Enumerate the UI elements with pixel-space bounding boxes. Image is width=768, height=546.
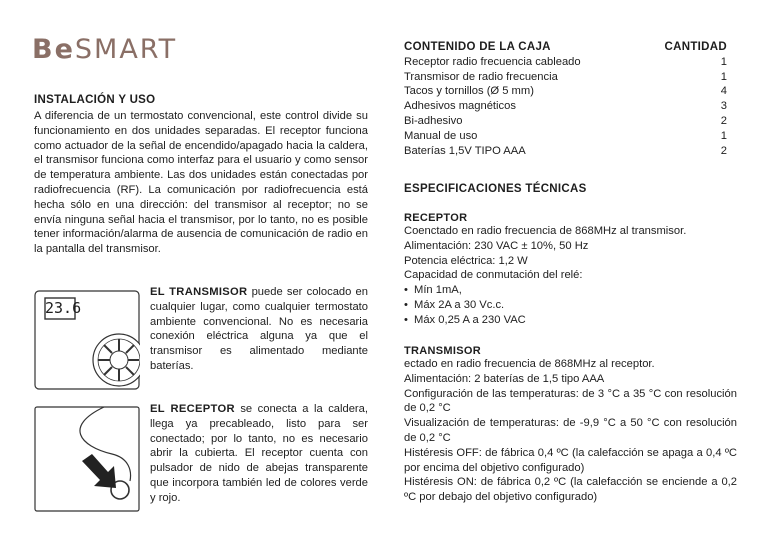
receptor-line: Alimentación: 230 VAC ± 10%, 50 Hz bbox=[404, 239, 589, 252]
relay-capacity-item: • Máx 0,25 A a 230 VAC bbox=[404, 313, 727, 328]
device-display-value: 23.6 bbox=[45, 299, 82, 317]
box-item-name: Baterías 1,5V TIPO AAA bbox=[404, 144, 526, 157]
box-item-name: Transmisor de radio frecuencia bbox=[404, 70, 558, 83]
box-item-qty: 1 bbox=[720, 129, 727, 142]
box-item-name: Tacos y tornillos (Ø 5 mm) bbox=[404, 85, 534, 98]
box-item-qty: 3 bbox=[720, 100, 727, 113]
box-item-qty: 4 bbox=[720, 85, 727, 98]
box-item-name: Manual de uso bbox=[404, 129, 478, 142]
receptor-title: RECEPTOR bbox=[404, 212, 468, 224]
transmitter-paragraph bbox=[150, 285, 368, 374]
box-item bbox=[404, 55, 727, 70]
transmisor-line: Histéresis OFF: de fábrica 0,4 ºC (la calefacción se apaga a 0,4 ºC por encima del objetivo configurado) bbox=[404, 446, 737, 474]
relay-capacity-item: • Máx 2A a 30 Vc.c. bbox=[404, 298, 727, 313]
transmisor-line: Histéresis ON: de fábrica 0,2 ºC (la calefacción se enciende a 0,2 ºC por debajo del objetivo configurado) bbox=[404, 476, 737, 504]
quantity-title: CANTIDAD bbox=[664, 41, 727, 53]
logo-part-smart: SMART bbox=[74, 34, 178, 65]
box-header bbox=[404, 40, 727, 55]
receptor-line: Capacidad de conmutación del relé: bbox=[404, 269, 583, 282]
receiver-text: se conecta a la caldera, llega ya precableado, listo para ser conectado; por lo tanto, no es necesario abrir la cubierta. El receptor cuenta con pulsador de nido de abejas transparente que incorpora también led de colores verde y rojo. bbox=[150, 403, 368, 504]
install-title: INSTALACIÓN Y USO bbox=[34, 94, 156, 106]
box-item bbox=[404, 99, 727, 114]
box-item bbox=[404, 144, 727, 159]
transmitter-text: puede ser colocado en cualquier lugar, como cualquier termostato ambiente convencional. No es necesaria conexión eléctrica alguna ya que el transmisor es alimentado mediante baterías. bbox=[150, 286, 369, 372]
relay-capacity-item: • Mín 1mA, bbox=[404, 283, 727, 298]
relay-capacity-list bbox=[404, 283, 727, 327]
box-item-name: Bi-adhesivo bbox=[404, 114, 463, 127]
box-title: CONTENIDO DE LA CAJA bbox=[404, 41, 551, 53]
box-item bbox=[404, 70, 727, 85]
brand-logo bbox=[32, 34, 177, 65]
box-item-qty: 1 bbox=[720, 70, 727, 83]
transmisor-specs bbox=[404, 345, 737, 505]
receiver-illustration bbox=[34, 406, 140, 512]
receptor-line: Potencia eléctrica: 1,2 W bbox=[404, 254, 528, 267]
box-item-name: Adhesivos magnéticos bbox=[404, 100, 516, 113]
receiver-heading: EL RECEPTOR bbox=[150, 403, 235, 415]
box-item bbox=[404, 129, 727, 144]
transmisor-line: Alimentación: 2 baterías de 1,5 tipo AAA bbox=[404, 372, 605, 385]
transmisor-title: TRANSMISOR bbox=[404, 345, 481, 357]
box-item bbox=[404, 114, 727, 129]
transmisor-line: Visualización de temperaturas: de -9,9 °C a 50 °C con resolución de 0,2 °C bbox=[404, 417, 737, 444]
transmitter-illustration bbox=[34, 290, 140, 390]
box-contents bbox=[404, 40, 727, 158]
receptor-line: Coenctado en radio frecuencia de 868MHz al transmisor. bbox=[404, 225, 687, 237]
transmisor-line: ectado en radio frecuencia de 868MHz al receptor. bbox=[404, 358, 655, 370]
box-item-name: Receptor radio frecuencia cableado bbox=[404, 55, 581, 68]
box-item-qty: 1 bbox=[720, 55, 727, 68]
install-text: A diferencia de un termostato convencional, este control divide su funcionamiento en dos unidades separadas. El receptor funciona como actuador de la señal de encendido/apagado hacia la caldera, el transmisor funciona como interfaz para el usuario y como sensor de temperatura ambiente. Las dos unidades están conectadas por radiofrecuencia (RF). La comunicación por radiofrecuencia está hecha sólo en una dirección: del transmisor al receptor; no se envía ninguna señal hacia el transmisor, por lo tanto, no es posible tener información/alarma de ausencia de comunicación de radio en la pantalla del transmisor. bbox=[34, 110, 368, 256]
transmisor-line: Configuración de las temperaturas: de 3 °C a 35 °C con resolución de 0,2 °C bbox=[404, 387, 737, 415]
box-item-qty: 2 bbox=[720, 144, 727, 157]
logo-part-be: Be bbox=[32, 34, 75, 65]
receptor-specs bbox=[404, 212, 727, 328]
transmitter-heading: EL TRANSMISOR bbox=[150, 286, 248, 298]
box-item bbox=[404, 84, 727, 99]
box-item-qty: 2 bbox=[720, 114, 727, 127]
specs-title: ESPECIFICACIONES TÉCNICAS bbox=[404, 183, 587, 195]
receiver-paragraph bbox=[150, 402, 368, 506]
